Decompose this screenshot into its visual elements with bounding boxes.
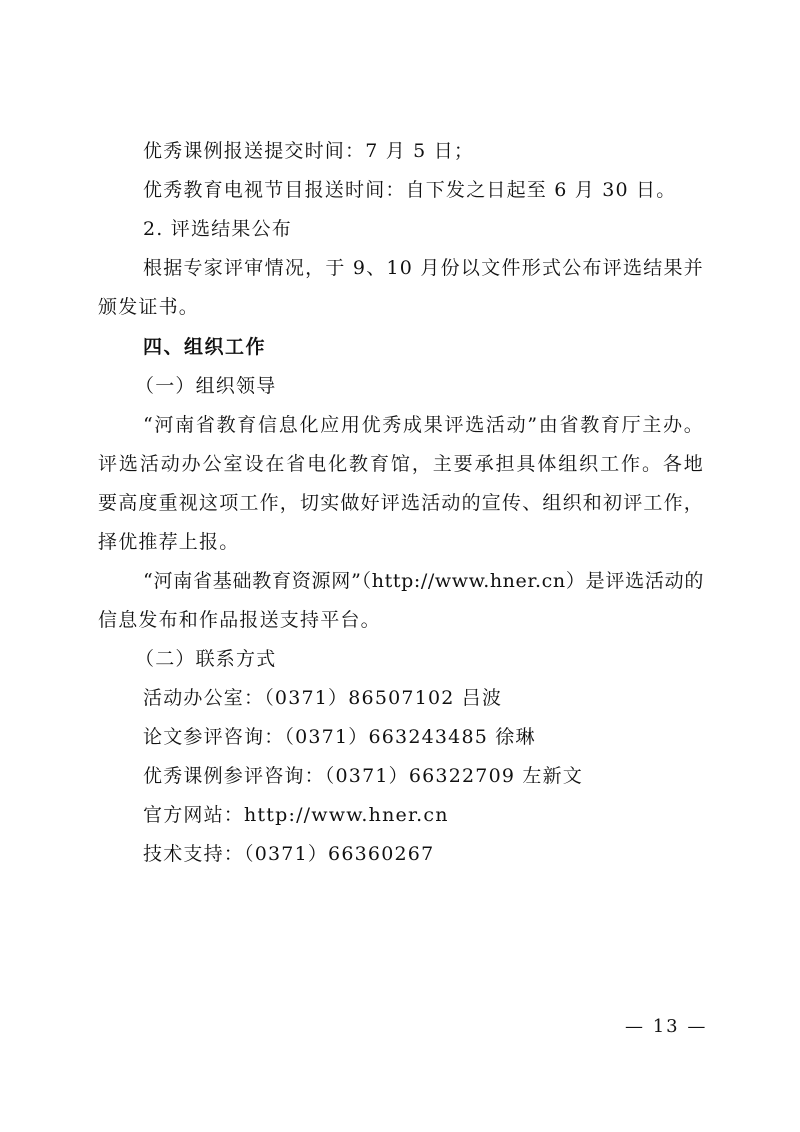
tv-program-submission-deadline: 优秀教育电视节目报送时间：自下发之日起至 6 月 30 日。 <box>143 179 677 201</box>
results-paragraph-line-2: 颁发证书。 <box>98 296 200 318</box>
subheading-contact: （二）联系方式 <box>135 648 277 670</box>
section-heading-results: 2. 评选结果公布 <box>143 218 292 240</box>
contact-technical-support: 技术支持：（0371）66360267 <box>143 843 435 865</box>
contact-official-website: 官方网站：http://www.hner.cn <box>143 804 449 826</box>
leadership-paragraph-line-3: 要高度重视这项工作，切实做好评选活动的宣传、组织和初评工作， <box>98 492 705 514</box>
contact-course-consultation: 优秀课例参评咨询：（0371）66322709 左新文 <box>143 765 584 787</box>
page-number: — 13 — <box>625 1016 708 1037</box>
subheading-leadership: （一）组织领导 <box>135 375 277 397</box>
resource-network-paragraph-line-2: 信息发布和作品报送支持平台。 <box>98 609 381 631</box>
leadership-paragraph-line-1: “河南省教育信息化应用优秀成果评选活动”由省教育厅主办。 <box>143 414 704 436</box>
leadership-paragraph-line-2: 评选活动办公室设在省电化教育馆，主要承担具体组织工作。各地 <box>98 453 704 475</box>
leadership-paragraph-line-4: 择优推荐上报。 <box>98 531 240 553</box>
section-heading-organization: 四、组织工作 <box>143 336 267 358</box>
course-submission-deadline: 优秀课例报送提交时间：7 月 5 日； <box>143 140 475 162</box>
results-paragraph-line-1: 根据专家评审情况，于 9、10 月份以文件形式公布评选结果并 <box>143 257 704 279</box>
contact-paper-consultation: 论文参评咨询：（0371）663243485 徐琳 <box>143 726 536 748</box>
contact-office: 活动办公室：（0371）86507102 吕波 <box>143 687 503 709</box>
resource-network-paragraph-line-1: “河南省基础教育资源网”（http://www.hner.cn）是评选活动的 <box>143 570 704 592</box>
